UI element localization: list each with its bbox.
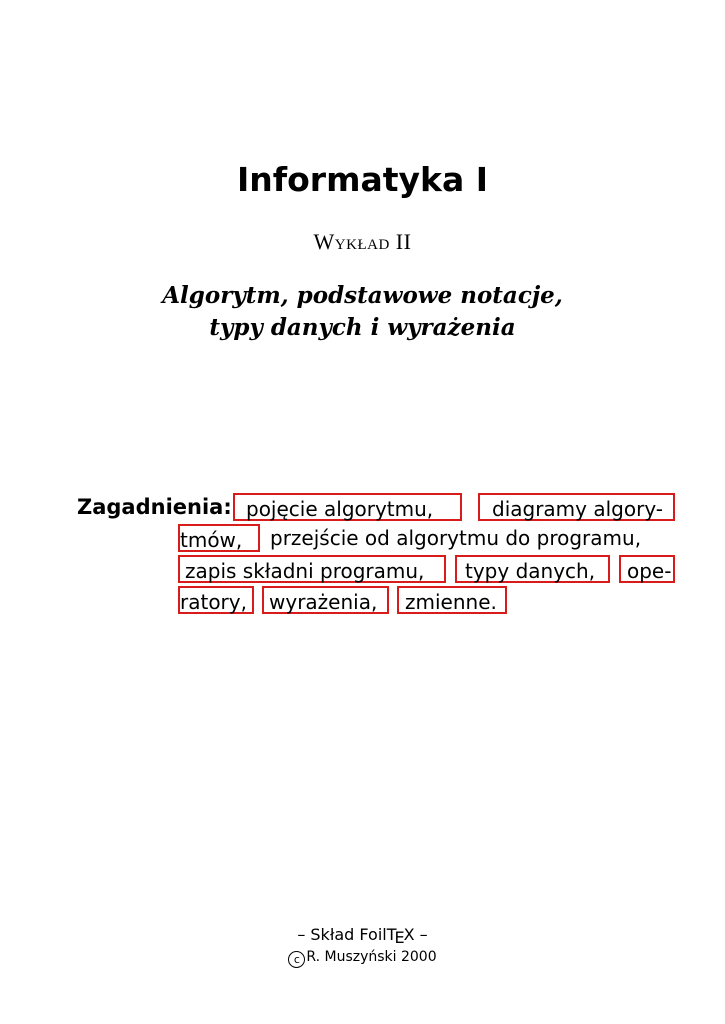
lecture-number: Wykład II [313, 229, 412, 254]
footer-copyright-text: R. Muszyński 2000 [306, 949, 437, 965]
lecture-subtitle [0, 280, 725, 344]
tex-logo-x: X [403, 925, 415, 944]
footer-copyright-line [0, 946, 725, 968]
topic-link-data-types[interactable] [455, 555, 610, 583]
topic-link-operators-cont[interactable] [178, 586, 254, 614]
topic-link-label: typy danych, [465, 559, 596, 583]
topic-link-variables[interactable] [397, 586, 507, 614]
topics-label: Zagadnienia: [77, 495, 232, 519]
topics-line-2 [178, 524, 675, 552]
topic-link-expressions[interactable] [262, 586, 389, 614]
topic-link-operators[interactable] [619, 555, 675, 583]
tex-logo-e: E [394, 928, 405, 947]
topic-link-label: zapis składni programu, [185, 559, 425, 583]
topic-link-label: pojęcie algorytmu, [246, 497, 434, 521]
subtitle-line-2: typy danych i wyrażenia [209, 314, 516, 341]
topic-link-label: diagramy algory- [492, 497, 664, 521]
footer-typeset-prefix: – Skład Foil [297, 925, 387, 944]
footer-typeset-suffix: – [414, 925, 428, 944]
subtitle-line-1: Algorytm, podstawowe notacje, [162, 282, 563, 309]
topics-line-1 [178, 493, 675, 521]
document-title: Informatyka I [237, 160, 488, 199]
topic-link-label: ratory, [180, 590, 247, 614]
topic-link-program-syntax[interactable] [178, 555, 446, 583]
topic-link-label: zmienne. [405, 590, 497, 614]
topic-link-algorithm-diagrams[interactable] [478, 493, 675, 521]
tex-logo-t: T [386, 925, 397, 944]
topic-link-algorithm-concept[interactable] [233, 493, 462, 521]
topic-link-label: tmów, [180, 528, 243, 552]
topic-link-algorithm-diagrams-cont[interactable] [178, 524, 260, 552]
topics-line-4 [178, 586, 675, 614]
copyright-icon: c [288, 951, 305, 968]
topic-text-algorithm-to-program: przejście od algorytmu do programu, [270, 526, 642, 550]
topic-link-label: ope- [627, 559, 672, 583]
topic-link-label: wyrażenia, [269, 590, 378, 614]
footer-typeset-line [0, 923, 725, 947]
topics-line-3 [178, 555, 675, 583]
